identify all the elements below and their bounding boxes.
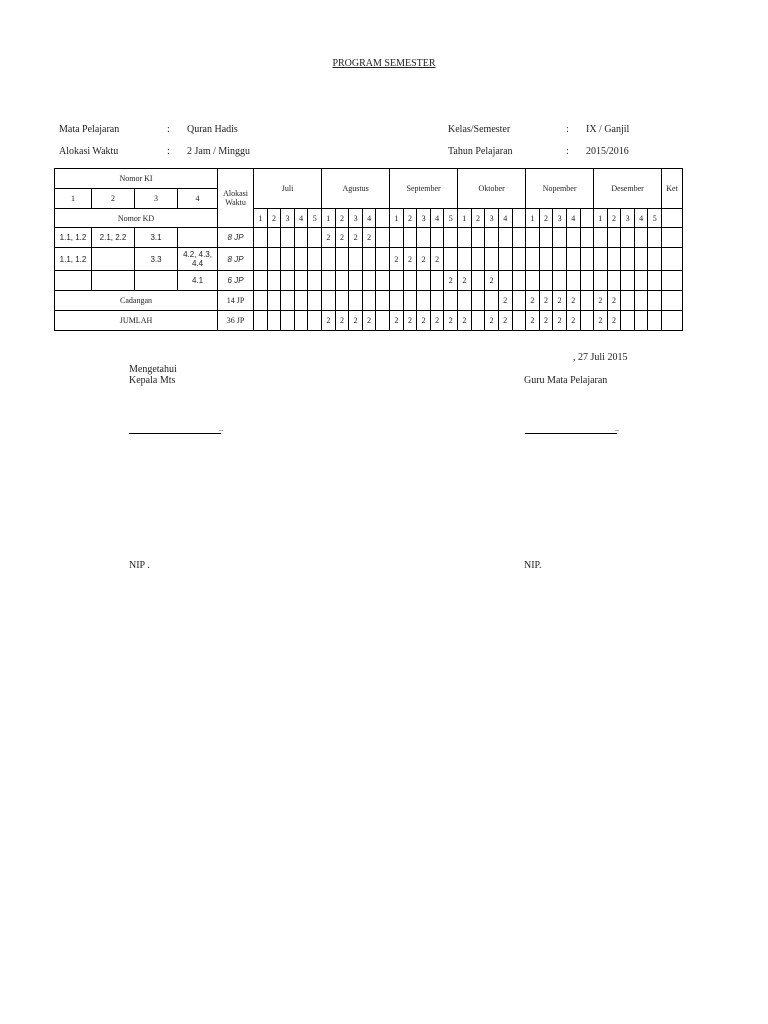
week-cell: 2: [553, 291, 567, 311]
week-number: 1: [458, 209, 472, 228]
week-cell: [322, 271, 336, 291]
week-cell: [390, 271, 404, 291]
ket-cell: [662, 291, 683, 311]
week-cell: 2: [566, 311, 580, 331]
subject-value: Quran Hadis: [187, 124, 238, 135]
ki-number: 1: [55, 189, 92, 209]
week-cell: 2: [498, 311, 512, 331]
week-cell: 2: [430, 311, 444, 331]
week-cell: [322, 291, 336, 311]
week-cell: [566, 271, 580, 291]
week-number: 4: [362, 209, 376, 228]
kd-cell: 3.3: [135, 248, 178, 271]
week-cell: [634, 248, 648, 271]
alloc-header: Alokasi Waktu: [218, 169, 254, 228]
week-cell: [281, 271, 295, 291]
week-cell: [254, 228, 268, 248]
week-cell: [648, 291, 662, 311]
week-cell: 2: [403, 248, 417, 271]
week-cell: [607, 248, 621, 271]
table-row: [55, 228, 683, 248]
week-number: 2: [471, 209, 485, 228]
week-cell: [335, 291, 349, 311]
week-number: 2: [267, 209, 281, 228]
week-cell: 2: [390, 311, 404, 331]
week-cell: [553, 248, 567, 271]
week-cell: [430, 291, 444, 311]
week-cell: [376, 228, 390, 248]
week-cell: [376, 271, 390, 291]
week-cell: [308, 311, 322, 331]
week-cell: [580, 291, 594, 311]
week-cell: [294, 248, 308, 271]
month-header: Juli: [254, 169, 322, 209]
week-number: 4: [566, 209, 580, 228]
week-cell: [362, 291, 376, 311]
week-number: 3: [621, 209, 635, 228]
week-cell: [471, 271, 485, 291]
week-cell: [634, 228, 648, 248]
subject-label: Mata Pelajaran: [59, 124, 120, 135]
headmaster-nip: NIP .: [129, 560, 150, 571]
class-colon: :: [566, 124, 569, 135]
week-cell: [512, 311, 526, 331]
allocation-cell: 36 JP: [218, 311, 254, 331]
week-cell: [267, 271, 281, 291]
class-value: IX / Ganjil: [586, 124, 630, 135]
week-cell: [294, 291, 308, 311]
week-number: 4: [634, 209, 648, 228]
week-cell: [294, 228, 308, 248]
ket-cell: [662, 248, 683, 271]
week-cell: [512, 248, 526, 271]
week-number: 3: [417, 209, 431, 228]
ki-number: 2: [92, 189, 135, 209]
kd-cell: [92, 248, 135, 271]
week-cell: [526, 248, 540, 271]
week-cell: [349, 291, 363, 311]
week-cell: [485, 248, 499, 271]
week-cell: [254, 248, 268, 271]
week-cell: [267, 311, 281, 331]
week-cell: 2: [526, 311, 540, 331]
week-cell: [498, 248, 512, 271]
week-cell: [580, 248, 594, 271]
week-number: 5: [648, 209, 662, 228]
subject-colon: :: [167, 124, 170, 135]
table-row: [55, 248, 683, 271]
week-number: 2: [607, 209, 621, 228]
teacher-title: Guru Mata Pelajaran: [524, 375, 608, 386]
year-value: 2015/2016: [586, 146, 629, 157]
week-cell: [471, 228, 485, 248]
week-cell: [390, 291, 404, 311]
week-cell: [390, 228, 404, 248]
week-cell: 2: [444, 311, 458, 331]
week-cell: [267, 228, 281, 248]
week-cell: [362, 271, 376, 291]
allocation-cell: 8 JP: [218, 248, 254, 271]
week-cell: [512, 228, 526, 248]
week-cell: [471, 291, 485, 311]
week-cell: 2: [458, 311, 472, 331]
week-number: [512, 209, 526, 228]
month-header: Agustus: [322, 169, 390, 209]
kd-header: Nomor KD: [55, 209, 218, 228]
week-cell: [471, 311, 485, 331]
ket-cell: [662, 311, 683, 331]
week-cell: [417, 228, 431, 248]
month-header: Desember: [594, 169, 662, 209]
row-label: Cadangan: [55, 291, 218, 311]
week-number: 4: [430, 209, 444, 228]
kd-cell: [55, 271, 92, 291]
week-number: 5: [308, 209, 322, 228]
week-number: 1: [322, 209, 336, 228]
week-cell: [417, 271, 431, 291]
week-cell: [621, 248, 635, 271]
week-cell: [566, 248, 580, 271]
allocation-cell: 14 JP: [218, 291, 254, 311]
week-cell: [580, 271, 594, 291]
week-cell: [539, 271, 553, 291]
month-header: Oktober: [458, 169, 526, 209]
week-cell: 2: [566, 291, 580, 311]
header-row: [55, 169, 683, 189]
month-header: Nopember: [526, 169, 594, 209]
week-number: [580, 209, 594, 228]
week-number: 3: [553, 209, 567, 228]
week-cell: [458, 248, 472, 271]
week-cell: [621, 311, 635, 331]
week-cell: [281, 311, 295, 331]
week-number: [376, 209, 390, 228]
week-cell: [539, 228, 553, 248]
week-cell: [607, 271, 621, 291]
week-cell: 2: [553, 311, 567, 331]
week-cell: 2: [430, 248, 444, 271]
week-cell: [634, 291, 648, 311]
week-number: 2: [539, 209, 553, 228]
week-number: 1: [390, 209, 404, 228]
week-cell: [349, 248, 363, 271]
week-cell: [444, 291, 458, 311]
time-colon: :: [167, 146, 170, 157]
week-cell: 2: [362, 311, 376, 331]
week-cell: 2: [349, 228, 363, 248]
kd-cell: 4.2, 4.3, 4.4: [178, 248, 218, 271]
ket-header: Ket: [662, 169, 683, 209]
week-cell: [648, 271, 662, 291]
week-number: 1: [594, 209, 608, 228]
week-number: 3: [349, 209, 363, 228]
week-cell: [580, 228, 594, 248]
week-cell: [512, 271, 526, 291]
week-cell: [485, 228, 499, 248]
week-cell: 2: [539, 311, 553, 331]
week-cell: [308, 248, 322, 271]
allocation-cell: 8 JP: [218, 228, 254, 248]
week-cell: [607, 228, 621, 248]
week-cell: 2: [498, 291, 512, 311]
week-cell: [458, 228, 472, 248]
week-cell: 2: [349, 311, 363, 331]
week-cell: 2: [335, 228, 349, 248]
week-cell: [621, 228, 635, 248]
week-cell: [526, 271, 540, 291]
time-label: Alokasi Waktu: [59, 146, 119, 157]
week-cell: [376, 291, 390, 311]
week-cell: 2: [458, 271, 472, 291]
week-cell: 2: [322, 228, 336, 248]
row-label: JUMLAH: [55, 311, 218, 331]
week-cell: [648, 311, 662, 331]
week-cell: [648, 228, 662, 248]
week-cell: [580, 311, 594, 331]
week-cell: [553, 228, 567, 248]
week-cell: [322, 248, 336, 271]
week-cell: [498, 228, 512, 248]
right-signature-line: [525, 433, 617, 434]
table-row: [55, 311, 683, 331]
week-number: 2: [403, 209, 417, 228]
kd-cell: 3.1: [135, 228, 178, 248]
table-row: [55, 271, 683, 291]
week-cell: [308, 228, 322, 248]
week-number: 1: [526, 209, 540, 228]
week-cell: [362, 248, 376, 271]
left-signature-line: [129, 433, 221, 434]
week-cell: [254, 271, 268, 291]
week-cell: [376, 311, 390, 331]
week-cell: [621, 291, 635, 311]
week-number: 4: [498, 209, 512, 228]
signature-date: , 27 Juli 2015: [573, 352, 628, 363]
week-cell: [267, 291, 281, 311]
week-number: 5: [444, 209, 458, 228]
ki-number: 4: [178, 189, 218, 209]
week-cell: [634, 311, 648, 331]
week-cell: [594, 248, 608, 271]
week-cell: [403, 291, 417, 311]
week-cell: [308, 291, 322, 311]
week-cell: 2: [390, 248, 404, 271]
week-cell: [648, 248, 662, 271]
week-cell: [444, 228, 458, 248]
week-cell: 2: [335, 311, 349, 331]
page-title: PROGRAM SEMESTER: [332, 58, 436, 69]
kd-week-row: [55, 209, 683, 228]
month-header: September: [390, 169, 458, 209]
week-cell: [349, 271, 363, 291]
time-value: 2 Jam / Minggu: [187, 146, 251, 157]
year-label: Tahun Pelajaran: [448, 146, 513, 157]
week-cell: [335, 271, 349, 291]
week-cell: [308, 271, 322, 291]
week-cell: 2: [322, 311, 336, 331]
week-cell: [403, 271, 417, 291]
week-cell: [267, 248, 281, 271]
week-cell: [444, 248, 458, 271]
week-cell: 2: [526, 291, 540, 311]
week-cell: [335, 248, 349, 271]
week-cell: [634, 271, 648, 291]
program-table: [54, 168, 683, 331]
week-cell: [621, 271, 635, 291]
week-cell: [281, 248, 295, 271]
left-signature-dots: ..: [219, 424, 223, 433]
ki-number: 3: [135, 189, 178, 209]
week-cell: [471, 248, 485, 271]
week-cell: [254, 311, 268, 331]
week-cell: 2: [403, 311, 417, 331]
week-cell: [566, 228, 580, 248]
week-cell: [485, 291, 499, 311]
week-cell: [526, 228, 540, 248]
week-cell: 2: [444, 271, 458, 291]
week-cell: [403, 228, 417, 248]
week-cell: [294, 271, 308, 291]
kd-cell: 2.1, 2.2: [92, 228, 135, 248]
week-cell: [458, 291, 472, 311]
week-cell: 2: [362, 228, 376, 248]
week-cell: 2: [485, 311, 499, 331]
ket-cell: [662, 228, 683, 248]
week-cell: [281, 228, 295, 248]
week-cell: 2: [607, 291, 621, 311]
kd-cell: [92, 271, 135, 291]
year-colon: :: [566, 146, 569, 157]
ket-cell: [662, 209, 683, 228]
week-cell: [539, 248, 553, 271]
week-cell: 2: [417, 248, 431, 271]
week-cell: [594, 228, 608, 248]
week-cell: [281, 291, 295, 311]
week-number: 3: [281, 209, 295, 228]
week-cell: [430, 271, 444, 291]
week-cell: [376, 248, 390, 271]
ki-header: Nomor KI: [55, 169, 218, 189]
week-cell: [498, 271, 512, 291]
headmaster-title: Kepala Mts: [129, 375, 176, 386]
week-cell: [417, 291, 431, 311]
table-row: [55, 291, 683, 311]
kd-cell: [135, 271, 178, 291]
acknowledge-label: Mengetahui: [129, 364, 177, 375]
allocation-cell: 6 JP: [218, 271, 254, 291]
class-label: Kelas/Semester: [448, 124, 511, 135]
week-cell: [512, 291, 526, 311]
week-cell: [430, 228, 444, 248]
week-cell: 2: [594, 291, 608, 311]
kd-cell: 4.1: [178, 271, 218, 291]
teacher-nip: NIP.: [524, 560, 542, 571]
week-cell: 2: [485, 271, 499, 291]
week-number: 1: [254, 209, 268, 228]
week-cell: [553, 271, 567, 291]
week-cell: [594, 271, 608, 291]
week-number: 4: [294, 209, 308, 228]
week-number: 3: [485, 209, 499, 228]
week-cell: [294, 311, 308, 331]
week-cell: 2: [594, 311, 608, 331]
right-signature-dots: ..: [615, 424, 619, 433]
ket-cell: [662, 271, 683, 291]
week-cell: 2: [607, 311, 621, 331]
week-number: 2: [335, 209, 349, 228]
week-cell: 2: [417, 311, 431, 331]
kd-cell: 1.1, 1.2: [55, 228, 92, 248]
week-cell: [254, 291, 268, 311]
kd-cell: 1.1, 1.2: [55, 248, 92, 271]
kd-cell: [178, 228, 218, 248]
week-cell: 2: [539, 291, 553, 311]
